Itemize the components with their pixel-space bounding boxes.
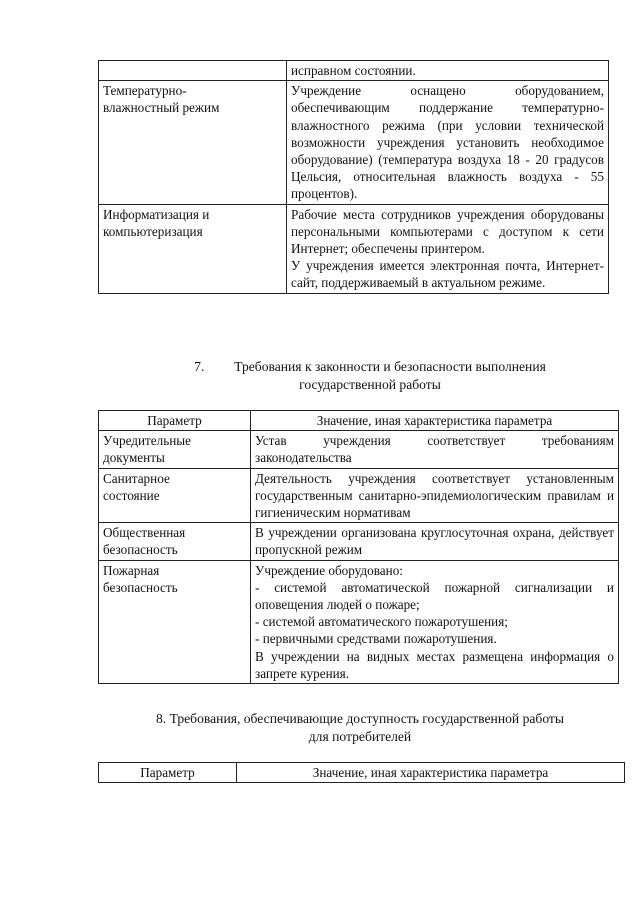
section-title-line1: 8. Требования, обеспечивающие доступность государственной работы (155, 711, 565, 726)
param-cell: Учредительные документы (99, 431, 251, 468)
table-conditions (98, 60, 609, 294)
table-row (99, 431, 619, 468)
param-cell: Санитарное состояние (99, 468, 251, 523)
value-cell: Деятельность учреждения соответствует установленным государственным санитарно-эпидемиологическим правилам и гигиеническим нормативам (251, 468, 619, 523)
param-cell: Информатизация и компьютеризация (99, 204, 287, 293)
value-cell: Рабочие места сотрудников учреждения оборудованы персональными компьютерами с доступом к сети Интернет; обеспечены принтером. У учреждения имеется электронная почта, Интернет-сайт, поддерживаемый в актуальном режиме. (287, 204, 609, 293)
section-8-heading (110, 710, 610, 746)
param-cell: Общественная безопасность (99, 523, 251, 560)
param-cell: Пожарная безопасность (99, 560, 251, 683)
section-7-heading (160, 358, 580, 394)
section-title-line2: для потребителей (308, 729, 412, 744)
param-cell (99, 61, 287, 81)
value-cell: Учреждение оснащено оборудованием, обеспечивающим поддержание температурно-влажностного режима (при условии технической возможности учреждения установить необходимое оборудование) (температура воздуха 18 - 20 градусов Цельсия, относительная влажность воздуха - 55 процентов). (287, 81, 609, 204)
table-header-row (99, 763, 625, 783)
table-row (99, 468, 619, 523)
table-legality-safety (98, 410, 619, 684)
value-cell: Устав учреждения соответствует требованиям законодательства (251, 431, 619, 468)
header-value: Значение, иная характеристика параметра (251, 411, 619, 431)
param-cell: Температурно-влажностный режим (99, 81, 287, 204)
table-row (99, 61, 609, 81)
value-cell: В учреждении организована круглосуточная охрана, действует пропускной режим (251, 523, 619, 560)
table-row (99, 523, 619, 560)
header-param: Параметр (99, 411, 251, 431)
table-row (99, 560, 619, 683)
table-accessibility (98, 762, 625, 783)
table-row (99, 81, 609, 204)
section-title-line1: Требования к законности и безопасности выполнения (234, 359, 546, 374)
table-header-row (99, 411, 619, 431)
header-value: Значение, иная характеристика параметра (237, 763, 625, 783)
section-number: 7. (194, 359, 205, 374)
header-param: Параметр (99, 763, 237, 783)
value-cell: исправном состоянии. (287, 61, 609, 81)
value-cell: Учреждение оборудовано: - системой автоматической пожарной сигнализации и оповещения людей о пожаре; - системой автоматического пожаротушения; - первичными средствами пожаротушения. В учреждении на видных местах размещена информация о запрете курения. (251, 560, 619, 683)
table-row (99, 204, 609, 293)
section-title-line2: государственной работы (299, 377, 441, 392)
